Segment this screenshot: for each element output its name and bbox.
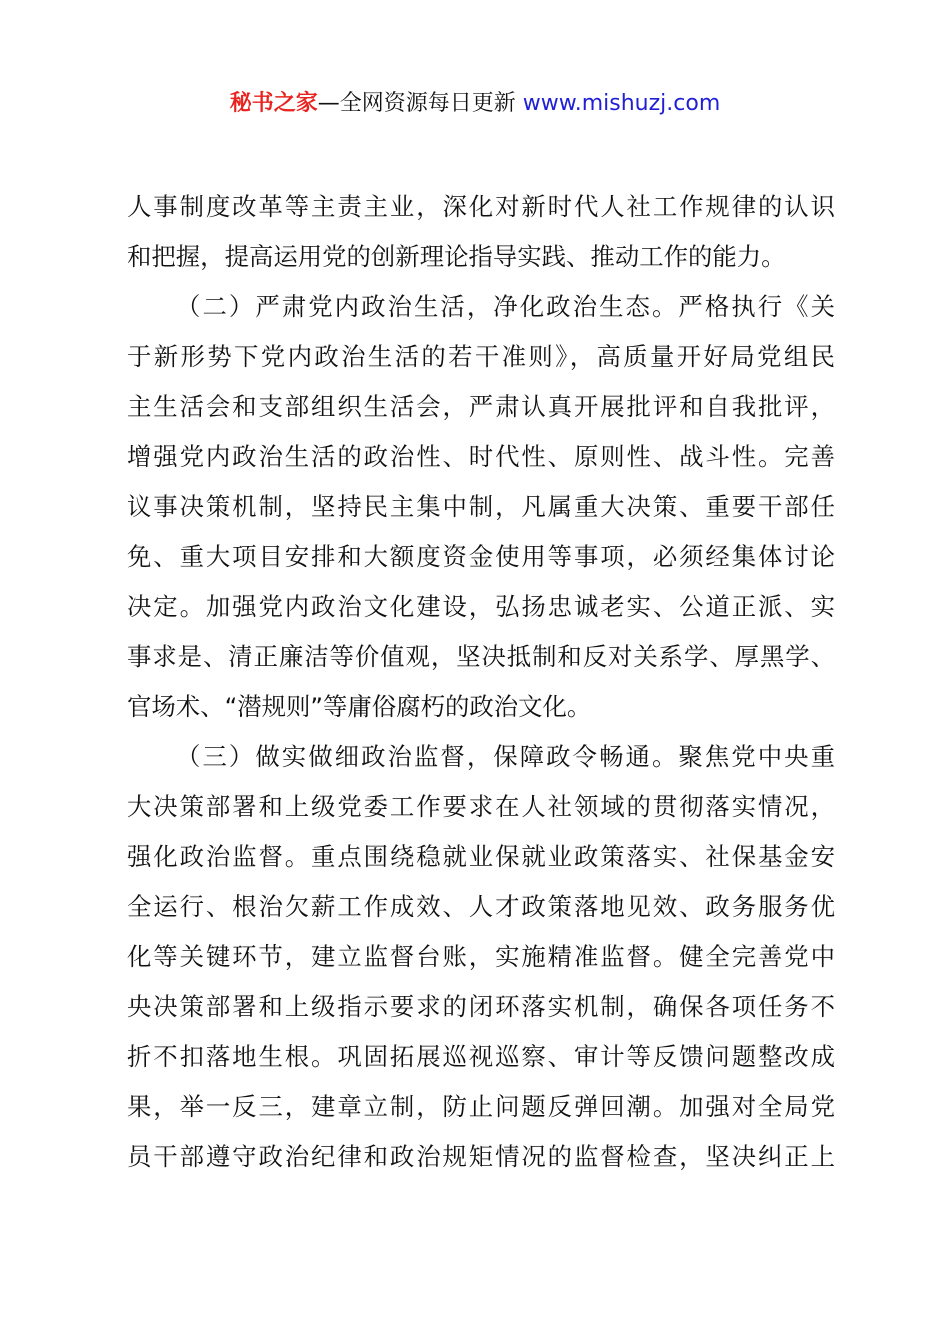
page-header [0, 84, 950, 124]
text-line: （三）做实做细政治监督，保障政令畅通。聚焦党中央重 [176, 742, 835, 771]
text-line: 化等关键环节，建立监督台账，实施精准监督。健全完善党中 [127, 942, 835, 971]
text-line: （二）严肃党内政治生活，净化政治生态。严格执行《关 [176, 292, 835, 321]
text-line: 官场术、“潜规则”等庸俗腐朽的政治文化。 [127, 692, 592, 721]
text-line: 于新形势下党内政治生活的若干准则》，高质量开好局党组民 [127, 342, 835, 371]
text-line: 免、重大项目安排和大额度资金使用等事项，必须经集体讨论 [127, 542, 835, 571]
text-line: 主生活会和支部组织生活会，严肃认真开展批评和自我批评， [127, 392, 835, 421]
document-body [127, 182, 835, 1182]
text-line: 央决策部署和上级指示要求的闭环落实机制，确保各项任务不 [127, 992, 835, 1021]
text-line: 果，举一反三，建章立制，防止问题反弹回潮。加强对全局党 [127, 1092, 835, 1121]
text-line: 强化政治监督。重点围绕稳就业保就业政策落实、社保基金安 [127, 842, 835, 871]
text-line: 员干部遵守政治纪律和政治规矩情况的监督检查，坚决纠正上 [127, 1142, 835, 1171]
text-line: 议事决策机制，坚持民主集中制，凡属重大决策、重要干部任 [127, 492, 835, 521]
text-line: 人事制度改革等主责主业，深化对新时代人社工作规律的认识 [127, 192, 835, 221]
text-line: 大决策部署和上级党委工作要求在人社领域的贯彻落实情况， [127, 792, 835, 821]
brand-name: 秘书之家 [229, 91, 318, 116]
text-line: 折不扣落地生根。巩固拓展巡视巡察、审计等反馈问题整改成 [127, 1042, 835, 1071]
site-url-link[interactable]: www.mishuzj.com [522, 91, 721, 116]
text-line: 和把握，提高运用党的创新理论指导实践、推动工作的能力。 [127, 242, 786, 271]
text-line: 事求是、清正廉洁等价值观，坚决抵制和反对关系学、厚黑学、 [127, 642, 835, 671]
text-line: 决定。加强党内政治文化建设，弘扬忠诚老实、公道正派、实 [127, 592, 835, 621]
text-line: 全运行、根治欠薪工作成效、人才政策落地见效、政务服务优 [127, 892, 835, 921]
text-line: 增强党内政治生活的政治性、时代性、原则性、战斗性。完善 [127, 442, 835, 471]
header-slogan: —全网资源每日更新 [317, 91, 516, 116]
